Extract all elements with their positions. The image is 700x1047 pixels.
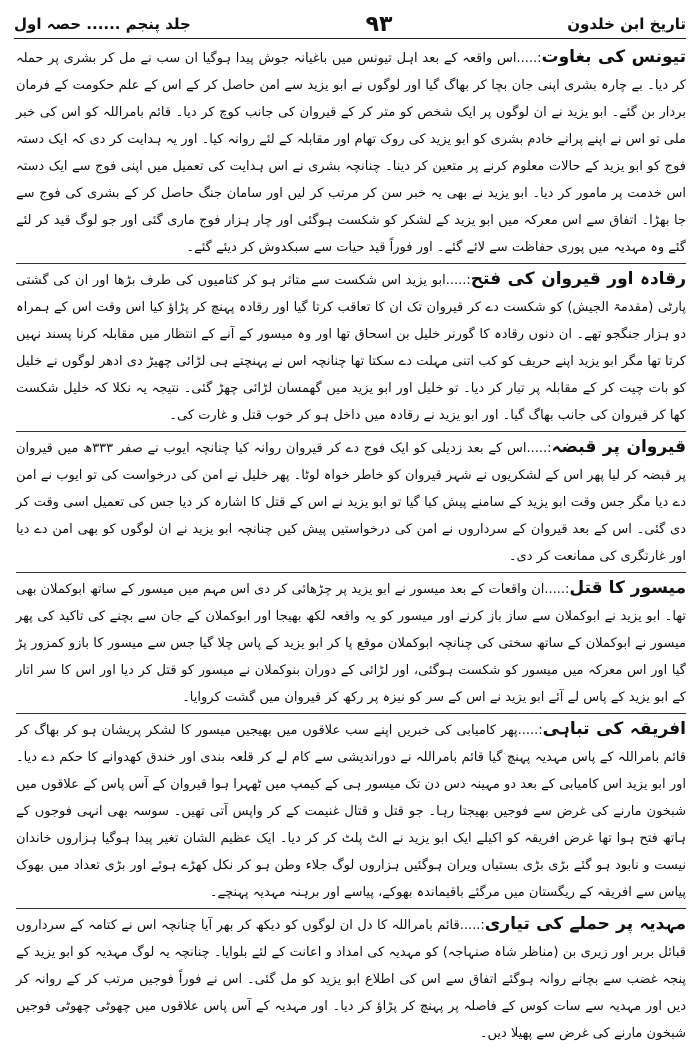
section-text: :.....ان واقعات کے بعد میسور نے ابو یزید پر چڑھائی کر دی اس مہم میں میسور کے ساتھ ابوکملان بھی تھا۔ ابو یزید نے ابوکملان سے ساز باز کرنے اور میسور کو یہ واقعہ لکھ بھیجا اور ابوکملان کے جان سے بچنے کی تاکید کی پھر میسور نے ابوکملان کے ساتھ سختی کی چنانچہ ابوکملان موقع پا کر ابو یزید کے پاس چلا گیا جس سے میسور کا بازو کمزور پڑ گیا اور اس معرکہ میں میسور کو شکست ہوگئی، اور لڑائی کے دوران بنوکملان نے میسور کو قتل کر دیا اور اس کا سر اتار کے ابو یزید کے پاس لے آئے ابو یزید نے اس کے سر کو نیزہ پر رکھ کر قیروان میں گشت کروایا۔ (16, 582, 686, 705)
section-divider (16, 431, 686, 432)
section-heading: افریقہ کی تباہی (542, 719, 686, 739)
section-divider (16, 572, 686, 573)
book-title: تاریخ ابن خلدون (567, 15, 686, 33)
section-maysur-killing (16, 575, 686, 711)
page-number: ٩٣ (365, 11, 393, 37)
section-text: :.....پھر کامیابی کی خبریں اپنے سب علاقوں میں بھیجیں میسور کا لشکر پریشان ہو کر بھاگ کر قائم بامراللہ کے پاس مہدیہ پہنچ گیا قائم بامراللہ نے دوراندیشی سے کام لے کر قلعہ بندی اور خندق کھدوانے کا حکم دے دیا۔ اور ابو یزید اس کامیابی کے بعد دو مہینہ دس دن تک میسور ہی کے کیمپ میں ٹھہرا ہوا قیروان کے آس پاس کے علاقوں میں شبخون مارنے کی غرض سے فوجیں بھیجتا رہا۔ جو قتل و قتال غنیمت کے کر واپس آتی تھیں۔ سوسہ بھی انہی فوجوں کے ہاتھ فتح ہوا تھا غرض افریقہ کو اکیلے ایک ابو یزید نے الٹ پلٹ کر کر دیا۔ ایک عظیم الشان تغیر پیدا ہوگیا ہزاروں خاندان نیست و نابود ہو گئے بڑی بڑی بستیاں ویران ہوگئیں ہزاروں لوگ جلاء وطن ہو کر نکل کھڑے ہوئے اور بڑی تعداد میں بھوک پیاس سے افریقہ کے ریگستان میں مرگئے باقیماندہ بھوکے، پیاسے اور برہنہ مہدیہ پہنچے۔ (16, 723, 686, 900)
volume-label: جلد پنجم ...... حصہ اول (14, 15, 191, 33)
section-raqqada-conquest (16, 266, 686, 429)
section-divider (16, 908, 686, 909)
section-heading: تیونس کی بغاوت (541, 47, 686, 67)
section-divider (16, 263, 686, 264)
section-text: :.....اس واقعہ کے بعد اہل تیونس میں باغیانہ جوش پیدا ہوگیا ان سب نے مل کر بشری پر حملہ کر دیا۔ بے چارہ بشری اپنی جان بچا کر بھاگ گیا اور لوگوں نے ابو یزید سے امن حاصل کر کے اس کے علم حکومت کے فرمان بردار بن گئے۔ ابو یزید نے ان لوگوں پر ایک شخص کو متر کر کے قیروان کی جانب کوچ کر دیا۔ قائم بامراللہ کو اس کی خبر ملی تو اس نے اپنے پرانے خادم بشری کو ابو یزید کی روک تھام اور مقابلہ کے لئے روانہ کیا۔ اور یہ ہدایت کر دی کہ ایک دستہ فوج کو ابو یزید کے حالات معلوم کرنے پر متعین کر دینا۔ چنانچہ بشری نے اس ہدایت کی تعمیل میں اپنی فوج سے ایک دستہ اس خدمت پر مامور کر دیا۔ ابو یزید نے بھی یہ خبر سن کر مرتب کر لیں اور سامان جنگ حاصل کر کے بشری کی فوج سے جا بھڑا۔ اتفاق سے اس معرکہ میں ابو یزید کے لشکر کو شکست ہوگئی اور چار ہزار فوج ماری گئی اور جو لوگ قید کر لئے گئے وہ مہدیہ میں پوری حفاظت سے لائے گئے۔ اور فوراً قید حیات سے سبکدوش کر دیئے گئے۔ (16, 51, 686, 255)
section-text: :.....قائم بامراللہ کا دل ان لوگوں کو دیکھ کر بھر آیا چنانچہ اس نے کتامہ کے سرداروں قبائل بربر اور زیری بن (مناظر شاہ صنہاجہ) کو مہدیہ کی امداد و اعانت کے لئے بلوایا۔ چنانچہ یہ لوگ مہدیہ کو ابو یزید کے پنجہ غضب سے بچانے روانہ ہوگئے اتفاق سے اس کی اطلاع ابو یزید کو مل گئی۔ اس نے فوراً فوجیں مرتب کر کے روانہ کر دیں اور مہدیہ سے سات کوس کے فاصلہ پر پہنچ کر پڑاؤ کر دیا۔ اور مہدیہ کے آس پاس علاقوں میں چھوٹی چھوٹی فوجیں شبخون مارنے کی غرض سے پھیلا دیں۔ (16, 918, 686, 1041)
page-body (16, 44, 686, 1041)
header-rule (14, 38, 686, 39)
section-mahdia-attack-prep (16, 911, 686, 1047)
section-ifriqiya-destruction (16, 716, 686, 906)
section-tunis-revolt (16, 44, 686, 261)
section-qayrawan-capture (16, 434, 686, 570)
page-header (14, 10, 686, 38)
section-text: :.....اس کے بعد زدیلی کو ایک فوج دے کر قیروان روانہ کیا چنانچہ ایوب نے صفر ٣٣٣ھ میں قیروان پر قبضہ کر لیا پھر اس کے لشکریوں نے شہر قیروان کو خاطر خواہ لوٹا۔ پھر خلیل نے امن کی درخواست کی تو ایوب نے امن دے دیا مگر جس وقت ابو یزید کے سامنے پیش کیا گیا تو ابو یزید نے اس کے قتل کا اشارہ کر دیا جس کی تعمیل اسی وقت کر دی گئی۔ اس کے بعد قیروان کے سرداروں نے امن کی درخواستیں پیش کیں چنانچہ ابو یزید نے ان لوگوں کو بھی امن دے دیا اور غارتگری کی ممانعت کر دی۔ (16, 441, 686, 564)
section-heading: رقادہ اور قیروان کی فتح (470, 269, 686, 289)
section-heading: میسور کا قتل (569, 578, 686, 598)
section-heading: قیروان پر قبضہ (551, 437, 686, 457)
section-heading: مہدیہ پر حملے کی تیاری (484, 914, 686, 934)
section-divider (16, 713, 686, 714)
section-text: :.....ابو یزید اس شکست سے متاثر ہو کر کتامیوں کی طرف بڑھا اور ان کی گشتی پارٹی (مقدمۃ الجیش) کو شکست دے کر قیروان تک ان کا تعاقب کرتا گیا اور رقادہ پہنچ کر پڑاؤ کیا اس وقت اس کے ہمراہ دو ہزار جنگجو تھے۔ ان دنوں رقادہ کا گورنر خلیل بن اسحاق تھا اور وہ میسور کے آنے کے انتظار میں مقابلہ کرنا پسند نہیں کرتا تھا مگر ابو یزید اپنے حریف کو کب اتنی مہلت دے سکتا تھا چنانچہ اس نے پہنچتے ہی لڑائی چھیڑ دی ادھر لوگوں نے خلیل کو بات چیت کر کے مقابلہ پر تیار کر دیا۔ تو خلیل اور ابو یزید میں گھمسان لڑائی چھڑ گئی۔ نتیجہ یہ نکلا کہ خلیل شکست کھا کر قیروان کی جانب بھاگ گیا۔ اور ابو یزید نے رقادہ میں داخل ہو کر خوب قتل و غارت کی۔ (16, 273, 686, 423)
